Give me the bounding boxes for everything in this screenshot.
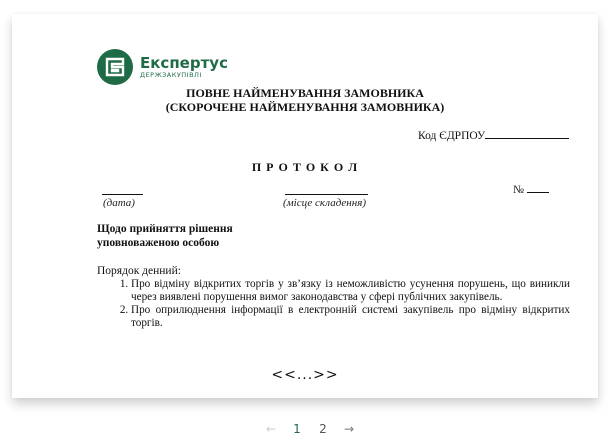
page-1-button[interactable]: 1 <box>293 422 301 436</box>
subject-line-2: уповноваженою особою <box>97 237 220 249</box>
agenda-item: 1. Про відміну відкритих торгів у зв’язку із неможливістю усунення порушень, що виникли через виявлені порушення вимог законодавства у сфері публічних закупівель. <box>131 278 570 304</box>
omitted-content-marker: <<...>> <box>271 367 339 383</box>
page-2-button[interactable]: 2 <box>319 422 327 436</box>
customer-full-name: ПОВНЕ НАЙМЕНУВАННЯ ЗАМОВНИКА <box>186 86 424 100</box>
subject-line-1: Щодо прийняття рішення <box>97 223 233 235</box>
logo-icon <box>97 49 133 85</box>
number-field <box>513 182 549 196</box>
date-label: (дата) <box>103 197 135 209</box>
agenda-item: 2. Про оприлюднення інформації в електронній системі закупівель про відміну відкритих торгів. <box>131 304 570 330</box>
agenda-label: Порядок денний: <box>97 265 181 277</box>
logo-subtitle: ДЕРЖЗАКУПІВЛІ <box>140 70 202 79</box>
agenda-list <box>97 278 570 330</box>
logo <box>97 49 228 85</box>
place-label: (місце складення) <box>283 197 366 209</box>
place-line <box>285 184 368 195</box>
number-label: № <box>513 184 524 196</box>
edrpou-label: Код ЄДРПОУ <box>418 130 486 142</box>
edrpou-field <box>418 128 569 142</box>
next-page-arrow-icon[interactable]: → <box>343 422 355 436</box>
protocol-heading: П Р О Т О К О Л <box>251 160 359 174</box>
logo-name: Експертус <box>140 53 228 72</box>
date-line <box>102 184 143 195</box>
prev-page-arrow-icon[interactable]: ← <box>265 422 277 436</box>
pagination <box>258 422 362 436</box>
customer-short-name: (СКОРОЧЕНЕ НАЙМЕНУВАННЯ ЗАМОВНИКА) <box>165 100 445 114</box>
